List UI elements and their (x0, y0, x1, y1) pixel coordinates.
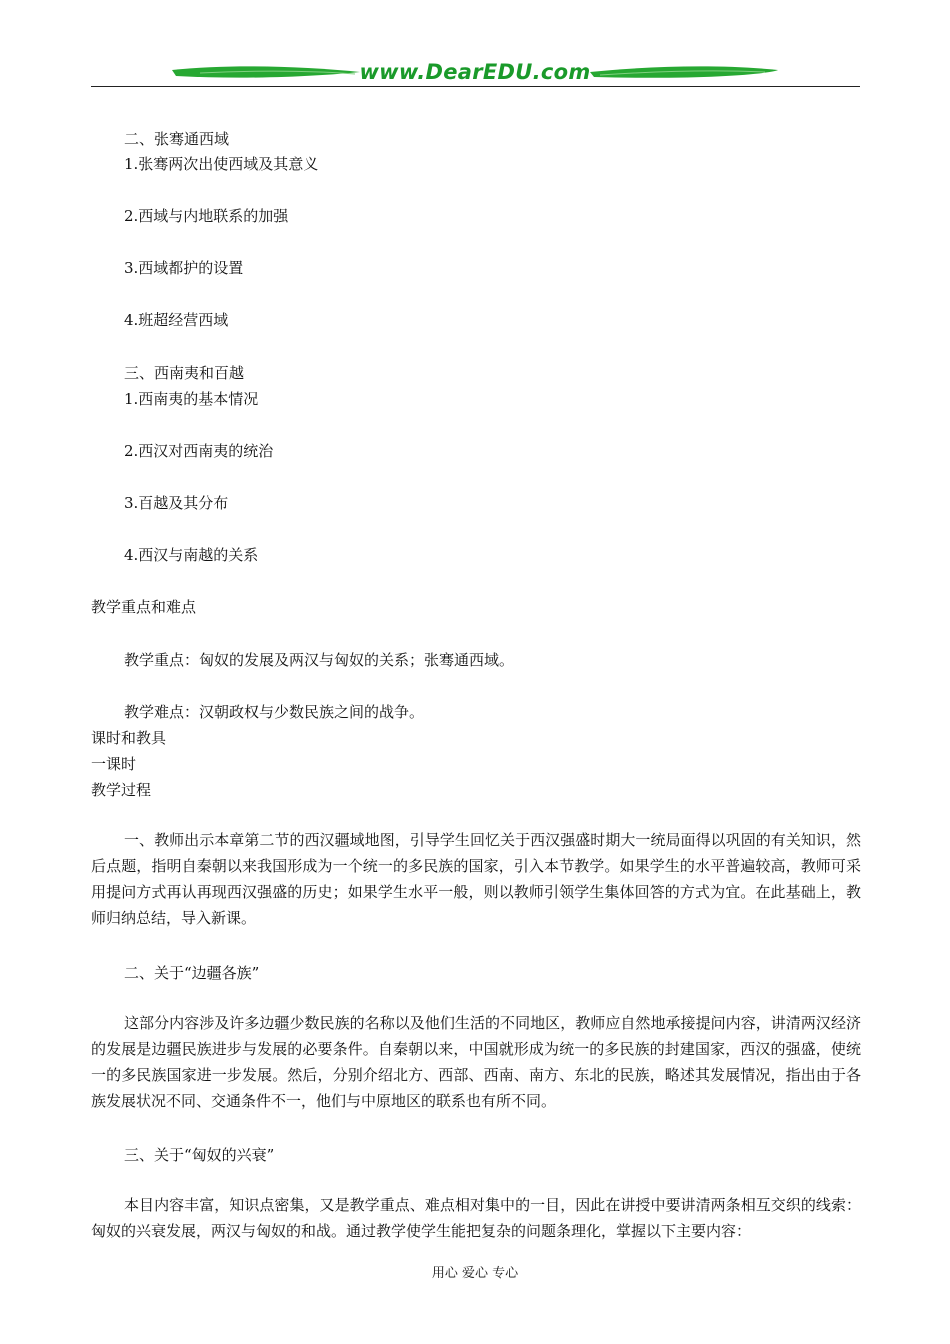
outline-item: 2.西汉对西南夷的统治 (124, 442, 274, 460)
process-paragraph-2: 这部分内容涉及许多边疆少数民族的名称以及他们生活的不同地区，教师应自然地承接提问内容，讲清两汉经济的发展是边疆民族进步与发展的必要条件。自秦朝以来，中国就形成为统一的多民族的封建国家，西汉的强盛，使统一的多民族国家进一步发展。然后，分别介绍北方、西部、西南、南方、东北的民族，略述其发展情况，指出由于各族发展状况不同、交通条件不一，他们与中原地区的联系也有所不同。 (91, 1014, 861, 1110)
process-paragraph-1: 一、教师出示本章第二节的西汉疆域地图，引导学生回忆关于西汉强盛时期大一统局面得以巩固的有关知识，然后点题，指明自秦朝以来我国形成为一个统一的多民族的国家，引入本节教学。如果学生的水平普遍较高，教师可采用提问方式再认再现西汉强盛的历史；如果学生水平一般，则以教师引领学生集体回答的方式为宜。在此基础上，教师归纳总结，导入新课。 (91, 831, 861, 927)
outline-item: 3.百越及其分布 (124, 494, 229, 512)
section-heading-key-points: 教学重点和难点 (91, 598, 197, 616)
process-paragraph-3: 本目内容丰富，知识点密集，又是教学重点、难点相对集中的一目，因此在讲授中要讲清两条相互交织的线索：匈奴的兴衰发展，两汉与匈奴的和战。通过教学使学生能把复杂的问题条理化，掌握以下主要内容： (91, 1196, 861, 1240)
outline-heading: 二、张骞通西域 (124, 130, 230, 148)
page-header (0, 0, 950, 100)
teaching-difficulty: 教学难点：汉朝政权与少数民族之间的战争。 (124, 703, 425, 721)
logo-swoosh-graphic (0, 0, 950, 100)
section-heading-schedule: 课时和教具 (91, 729, 167, 747)
teaching-focus: 教学重点：匈奴的发展及两汉与匈奴的关系；张骞通西域。 (124, 651, 515, 669)
outline-item: 4.班超经营西域 (124, 311, 229, 329)
outline-item: 3.西域都护的设置 (124, 259, 244, 277)
page-footer: 用心 爱心 专心 (431, 1266, 519, 1281)
outline-item: 1.西南夷的基本情况 (124, 390, 259, 408)
site-logo-text: www.DearEDU.com (359, 60, 591, 84)
outline-item: 2.西域与内地联系的加强 (124, 207, 289, 225)
class-hours: 一课时 (91, 755, 137, 773)
outline-heading: 三、西南夷和百越 (124, 364, 245, 382)
outline-item: 4.西汉与南越的关系 (124, 546, 259, 564)
outline-item: 1.张骞两次出使西域及其意义 (124, 155, 319, 173)
header-rule (91, 86, 860, 87)
process-heading-2: 二、关于“边疆各族” (124, 964, 260, 982)
process-heading-3: 三、关于“匈奴的兴衰” (124, 1146, 275, 1164)
section-heading-process: 教学过程 (91, 781, 152, 799)
